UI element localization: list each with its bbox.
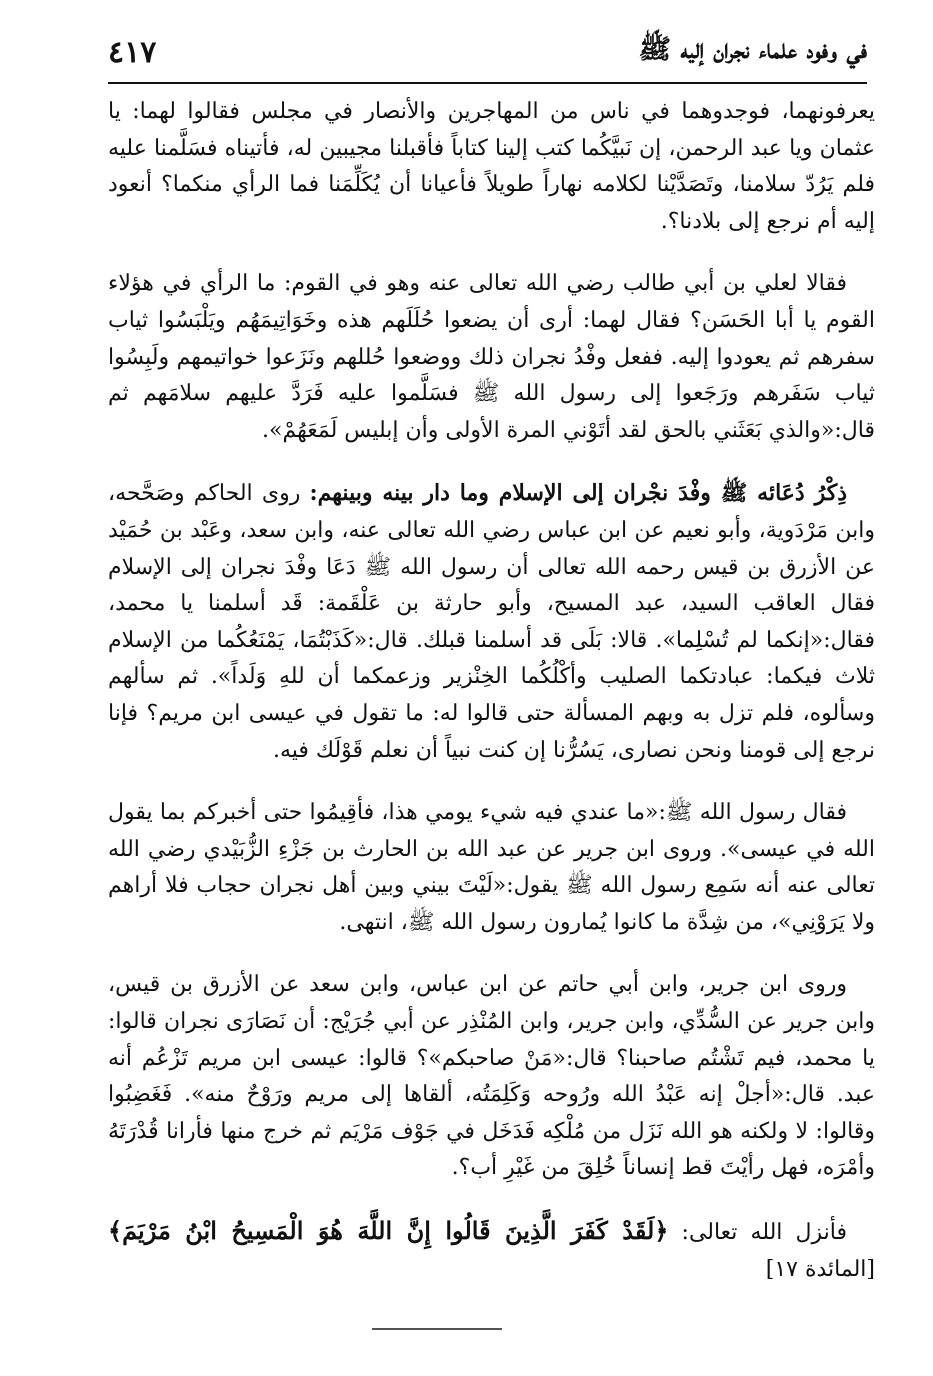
paragraph-6 (108, 1213, 875, 1288)
paragraph-2: فقالا لعلي بن أبي طالب رضي الله تعالى عنه وهو في القوم: ما الرأي في هؤلاء القوم يا أبا الحَسَن؟ فقال لهما: أرى أن يضعوا حُلَلَهم هذه وخَوَاتِيمَهُم ويَلْبَسُوا ثياب سفرهم ثم يعودوا إليه. ففعل وفْدُ نجران ذلك ووضعوا حُللهم ونَزَعوا خواتيمهم ولَبِسُوا ثياب سَفَرهم ورَجَعوا إلى رسول الله ﷺ فسَلَّموا عليه فَرَدَّ عليهم سلامَهم ثم قال:«والذي بَعَثَني بالحق لقد أتَوْني المرة الأولى وأن إبليس لَمَعَهُمْ». (108, 271, 875, 443)
paragraph-3-text: روى الحاكم وصَحَّحه، وابن مَرْدَوية، وأبو نعيم عن ابن عباس رضي الله تعالى عنه، وابن سعد، وعَبْد بن حُمَيْد عن الأزرق بن قيس رحمه الله تعالى أن رسول الله ﷺ دَعَا وفْدَ نجران إلى الإسلام فقال العاقب السيد، عبد المسيح، وأبو حارثة بن عَلْقَمة: قَد أسلمنا يا محمد، فقال:«إنكما لم تُسْلِما». قالا: بَلَى قد أسلمنا قبلك. قال:«كَذَبْتُمَا، يَمْنَعُكُما من الإسلام ثلاث فيكما: عبادتكما الصليب وأكْلُكُما الخِنْزير وزعمكما أن للهِ وَلَداً». ثم سألهم وسألوه، فلم تزل به وبهم المسألة حتى قالوا له: ما تقول في عيسى ابن مريم؟ فإنا نرجع إلى قومنا ونحن نصارى، يَسُرُّنا إن كنت نبياً أن نعلم قَوْلَك فيه. (108, 481, 875, 763)
page-body (108, 94, 875, 1314)
verse-intro: فأنزل الله تعالى: (668, 1220, 847, 1246)
paragraph-3 (108, 475, 875, 769)
paragraph-1: يعرفونهما، فوجدوهما في ناس من المهاجرين والأنصار في مجلس فقالوا لهما: يا عثمان ويا عبد الرحمن، إن نَبيَّكُما كتب إلينا كتاباً فأقبلنا مجيبين له، فأتيناه فسَلَّمنا عليه فلم يَرُدّ سلامنا، وتَصَدَّيْنا لكلامه نهاراً طويلاً فأعيانا أن يُكَلِّمَنا فما الرأي منكما؟ أنعود إليه أم نرجع إلى بلادنا؟. (108, 99, 875, 234)
page-number: ٤١٧ (108, 34, 157, 70)
section-heading: ذِكْرُ دُعَائه ﷺ وفْدَ نجْران إلى الإسلام وما دار بينه وبينهم: (309, 480, 847, 507)
paragraph-4: فقال رسول الله ﷺ:«ما عندي فيه شيء يومي هذا، فأقِيمُوا حتى أخبركم بما يقول الله في عيسى». وروى ابن جرير عن عبد الله بن الحارث بن جَزْءِ الزُّبَيْدي رضي الله تعالى عنه أنه سَمِع رسول الله ﷺ يقول:«لَيْتَ بيني وبين أهل نجران حجاب فلا أراهم ولا يَرَوْنِي»، من شِدَّة ما كانوا يُمارون رسول الله ﷺ، انتهى. (108, 800, 875, 935)
running-header (108, 22, 867, 84)
footnote-divider (372, 1328, 502, 1330)
quran-verse: ﴿لَقَدْ كَفَرَ الَّذِينَ قَالُوا إِنَّ اللَّهَ هُوَ الْمَسِيحُ ابْنُ مَرْيَمَ﴾ (108, 1216, 669, 1246)
verse-reference: [المائدة ١٧] (765, 1256, 875, 1282)
paragraph-5: وروى ابن جرير، وابن أبي حاتم عن ابن عباس، وابن سعد عن الأزرق بن قيس، وابن جرير عن السُّدِّي، وابن جرير، وابن المُنْذِر عن أبي جُرَيْج: أن نَصَارَى نجران قالوا: يا محمد، فيم تَشْتُم صاحبنا؟ قال:«مَنْ صاحبكم»؟ قالوا: عيسى ابن مريم تَزْعُم أنه عبد. قال:«أجلْ إنه عَبْدُ الله ورُوحه وَكَلِمَتُه، ألقاها إلى مريم ورَوْحٌ منه». فَغَضِبُوا وقالوا: لا ولكنه هو الله نَزَل من مُلْكِه فَدَخَل في جَوْف مَرْيَم ثم خرج منها فأرانا قُدْرَتَهُ وأمْرَه، فهل رأيْتَ قط إنساناً خُلِقَ من غَيْرِ أب؟. (108, 972, 875, 1181)
header-title: في وفود علماء نجران إليه ﷺ (638, 34, 867, 65)
